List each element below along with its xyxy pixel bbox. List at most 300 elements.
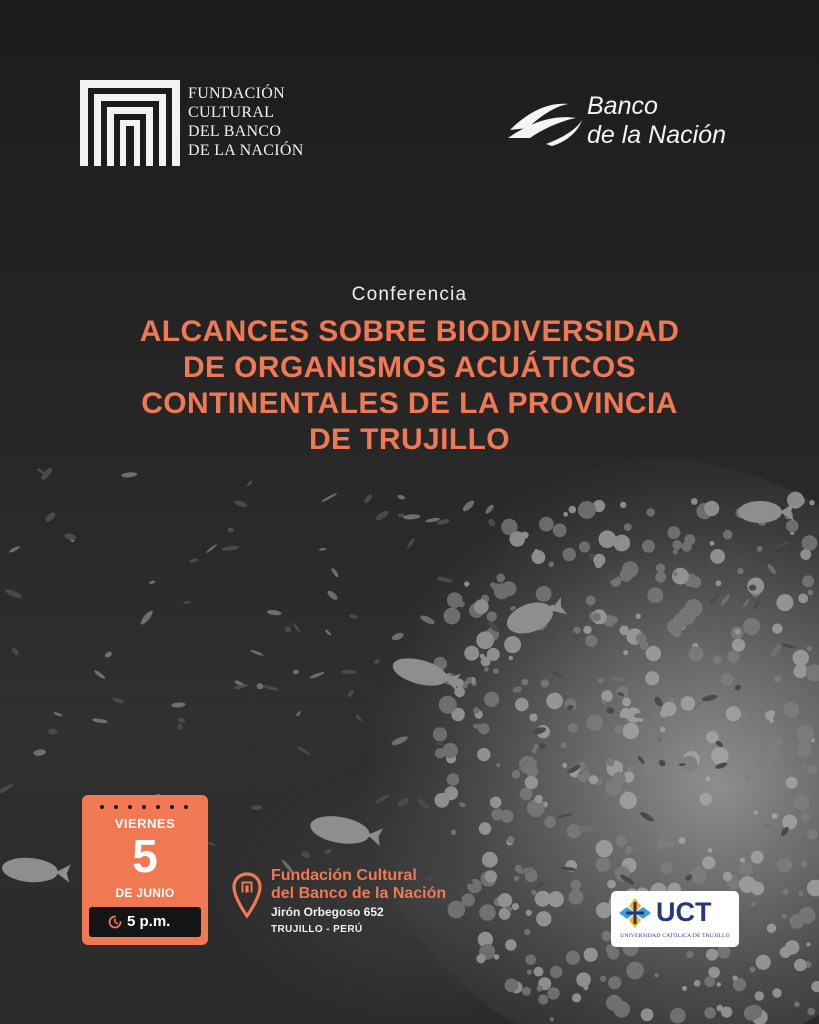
coral-polyp [487,648,500,661]
coral-polyp [485,870,497,882]
coral-polyp [620,792,637,809]
coral-polyp [751,902,756,907]
coral-polyp [536,586,552,602]
coral-polyp [490,582,496,588]
coral-polyp [709,829,717,837]
coral-polyp [567,824,581,838]
coral-polyp [608,976,621,989]
event-title-line: CONTINENTALES DE LA PROVINCIA [141,387,678,420]
coral-polyp [673,572,677,576]
bank-logo-icon [506,94,584,148]
coral-polyp [777,793,782,798]
coral-polyp [550,1017,554,1021]
coral-polyp [524,929,530,935]
coral-polyp [544,816,556,828]
coral-polyp [717,945,730,958]
coral-polyp [607,880,616,889]
coral-polyp [477,748,490,761]
coral-polyp [534,744,539,749]
foundation-logo-icon [80,80,180,166]
coral-polyp [527,970,532,975]
clock-icon [108,915,122,929]
coral-polyp [636,614,641,619]
event-title-line: DE TRUJILLO [308,423,511,456]
small-fish [588,553,594,559]
small-fish [222,545,240,551]
coral-polyp [673,549,678,554]
small-fish [406,537,416,549]
coral-polyp [723,872,732,881]
small-fish [112,697,125,705]
bank-logo-text [587,92,767,150]
small-fish [176,722,184,730]
coral-polyp [596,857,611,872]
coral-polyp [490,797,502,809]
small-fish [397,494,406,500]
coral-polyp [534,795,542,803]
small-fish [48,729,58,735]
coral-polyp [599,530,617,548]
coral-polyp [802,575,814,587]
coral-polyp [739,876,756,893]
coral-polyp [691,498,698,505]
coral-polyp [548,891,564,907]
coral-polyp [786,777,798,789]
coral-polyp [751,851,764,864]
coral-polyp [512,903,519,910]
foundation-logo-text [188,84,328,160]
coral-polyp [767,924,776,933]
coral-polyp [531,890,536,895]
event-title [60,314,759,458]
small-fish [206,544,218,554]
small-fish [250,649,264,657]
coral-polyp [487,611,497,621]
coral-polyp [447,773,460,786]
coral-polyp [562,763,567,768]
coral-polyp [584,948,598,962]
coral-polyp [726,706,741,721]
small-fish [324,629,331,636]
coral-polyp [745,775,751,781]
coral-polyp [794,795,810,811]
coral-polyp [772,988,781,997]
coral-polyp [643,761,658,776]
coral-polyp [601,532,606,537]
small-fish [256,682,264,690]
coral-polyp [716,580,722,586]
coral-polyp [627,765,633,771]
coral-polyp [451,830,457,836]
coral-polyp [764,792,772,800]
coral-polyp [625,846,633,854]
foundation-logo-line: FUNDACIÓN [188,85,285,102]
coral-polyp [600,976,606,982]
small-fish [374,509,390,522]
coral-polyp [700,793,712,805]
coral-polyp [679,837,686,844]
coral-polyp [549,562,555,568]
coral-polyp [790,914,805,929]
coral-polyp [690,867,707,884]
coral-polyp [586,596,596,606]
coral-polyp [601,903,607,909]
coral-polyp [589,775,598,784]
coral-polyp [774,737,783,746]
coral-polyp [444,608,461,625]
foundation-logo-line: DEL BANCO [188,123,282,140]
coral-polyp [595,560,603,568]
small-fish [292,669,299,675]
coral-polyp [642,540,655,553]
small-fish [189,558,199,564]
coral-polyp [794,664,808,678]
coral-polyp [657,838,668,849]
coral-polyp [611,616,618,623]
coral-polyp [484,692,499,707]
coral-polyp [772,813,778,819]
calendar-rings-icon [99,804,191,810]
coral-polyp [602,700,606,704]
coral-polyp [801,861,808,868]
date-card [82,795,208,945]
coral-polyp [505,978,519,992]
small-fish [321,492,338,503]
coral-polyp [769,710,775,716]
coral-polyp [756,955,771,970]
small-fish [11,647,20,657]
small-fish [292,622,301,633]
small-fish [33,749,46,757]
small-fish [44,511,57,524]
coral-polyp [447,592,463,608]
small-fish [355,714,363,723]
small-fish [149,580,156,584]
small-fish [363,493,374,504]
small-fish [461,499,475,513]
coral-polyp [439,696,457,714]
venue-name-line: del Banco de la Nación [271,885,447,902]
coral-polyp [623,723,639,739]
coral-polyp [526,910,532,916]
coral-polyp [713,655,722,664]
bank-logo-line: Banco [587,92,658,120]
small-fish [267,609,282,616]
coral-polyp [802,535,818,551]
coral-polyp [742,712,747,717]
coral-polyp [534,967,544,977]
coral-polyp [537,985,543,991]
coral-polyp [464,646,479,661]
coral-polyp [668,841,674,847]
coral-polyp [541,679,549,687]
coral-polyp [780,946,792,958]
coral-polyp [464,581,469,586]
coral-polyp [739,862,752,875]
coral-polyp [443,743,458,758]
coral-polyp [737,568,743,574]
coral-polyp [794,1002,800,1008]
coral-polyp [782,815,797,830]
date-day: 5 [132,830,158,882]
coral-polyp [721,1007,732,1018]
small-fish [296,745,311,755]
coral-polyp [529,713,537,721]
coral-polyp [656,564,665,573]
coral-polyp [566,951,580,965]
coral-polyp [534,549,539,554]
small-fish [326,589,339,601]
coral-polyp [521,679,528,686]
coral-polyp [583,626,591,634]
coral-polyp [553,523,567,537]
coral-polyp [507,836,514,843]
coral-polyp [504,636,521,653]
coral-polyp [620,502,626,508]
coral-polyp [807,1008,815,1016]
coral-polyp [735,629,741,635]
date-weekday: VIERNES [114,816,176,831]
coral-polyp [744,814,756,826]
coral-polyp [572,993,581,1002]
small-fish [104,650,113,658]
coral-polyp [673,614,688,629]
coral-polyp [496,763,500,767]
coral-polyp [755,991,765,1001]
bank-logo-line: de la Nación [587,121,726,149]
coral-polyp [646,508,655,517]
coral-polyp [757,546,763,552]
coral-polyp [793,650,809,666]
coral-polyp [809,500,814,505]
coral-polyp [807,646,813,652]
event-time: 5 p.m. [127,913,171,930]
small-fish [183,601,191,604]
coral-polyp [655,973,659,977]
coral-polyp [539,517,554,532]
coral-polyp [476,954,485,963]
coral-polyp [706,949,718,961]
large-fish [1,856,71,886]
coral-polyp [711,747,728,764]
event-title-line: DE ORGANISMOS ACUÁTICOS [182,351,637,384]
coral-polyp [601,690,613,702]
coral-polyp [704,1007,716,1019]
coral-polyp [797,725,815,743]
coral-polyp [772,624,782,634]
coral-polyp [484,667,489,672]
coral-polyp [801,813,810,822]
coral-polyp [624,523,632,531]
small-fish [92,718,108,724]
coral-polyp [783,889,789,895]
coral-polyp [576,972,591,987]
coral-polyp [532,749,537,754]
coral-polyp [520,788,533,801]
coral-polyp [710,549,725,564]
small-fish [171,702,186,708]
coral-polyp [512,770,520,778]
coral-polyp [501,810,514,823]
small-fish [251,805,263,810]
coral-polyp [669,697,674,702]
coral-polyp [766,745,778,757]
coral-polyp [732,639,745,652]
coral-polyp [496,574,505,583]
coral-polyp [613,1001,630,1018]
coral-polyp [672,540,682,550]
coral-polyp [514,876,519,881]
small-fish [319,548,327,551]
coral-polyp [733,976,738,981]
coral-polyp [758,755,773,770]
coral-polyp [754,810,758,814]
venue-name-line: Fundación Cultural [271,867,417,884]
coral-polyp [689,646,704,661]
coral-polyp [727,650,739,662]
small-fish [347,689,355,698]
small-fish [246,480,253,488]
location-pin-icon [231,872,263,920]
coral-polyp [473,707,479,713]
small-fish [324,848,333,855]
small-fish [284,626,292,634]
coral-polyp [660,862,672,874]
coral-polyp [743,618,760,635]
coral-polyp [508,907,513,912]
coral-polyp [800,549,811,560]
coral-polyp [623,650,628,655]
coral-polyp [681,696,696,711]
coral-polyp [646,646,661,661]
small-fish [0,782,14,794]
coral-polyp [702,856,715,869]
coral-polyp [796,742,811,757]
small-fish [121,472,137,478]
coral-polyp [547,987,559,999]
venue-city: TRUJILLO - PERÚ [271,924,363,935]
coral-polyp [620,708,631,719]
foundation-logo-line: CULTURAL [188,104,275,121]
uct-emblem-icon [617,896,653,930]
coral-polyp [626,962,644,980]
coral-polyp [784,702,800,718]
coral-polyp [612,772,625,785]
coral-polyp [509,656,513,660]
coral-polyp [777,857,792,872]
coral-polyp [614,725,623,734]
partner-acronym: UCT [656,897,712,927]
partner-full-name: UNIVERSIDAD CATÓLICA DE TRUJILLO [620,933,730,939]
coral-polyp [538,994,548,1004]
coral-polyp [571,880,582,891]
coral-polyp [476,631,494,649]
coral-polyp [660,727,665,732]
venue-address: Jirón Orbegoso 652 [271,905,384,919]
coral-polyp [668,526,681,539]
small-fish [262,684,280,692]
coral-polyp [708,848,713,853]
coral-polyp [808,765,817,774]
coral-polyp [462,893,475,906]
coral-polyp [433,727,447,741]
coral-polyp [613,535,630,552]
coral-polyp [645,671,659,685]
coral-polyp [494,954,500,960]
small-fish [177,717,185,723]
small-fish [8,545,20,553]
coral-polyp [694,980,701,987]
coral-polyp [717,982,721,986]
small-fish [64,532,77,541]
coral-polyp [606,758,614,766]
small-fish [227,527,234,533]
coral-polyp [562,548,576,562]
coral-polyp [515,698,529,712]
coral-polyp [705,776,710,781]
coral-polyp [774,675,781,682]
coral-polyp [802,765,806,769]
coral-polyp [521,532,528,539]
coral-polyp [670,1008,686,1024]
coral-polyp [596,840,613,857]
coral-polyp [569,890,584,905]
coral-polyp [786,520,799,533]
coral-polyp [636,633,647,644]
small-fish [341,670,357,675]
coral-polyp [721,673,734,686]
coral-polyp [807,829,818,840]
small-fish [53,711,63,717]
foundation-logo-line: DE LA NACIÓN [188,142,304,159]
event-type-label: Conferencia [351,284,468,305]
coral-polyp [620,569,633,582]
coral-polyp [682,986,687,991]
time-box [89,907,201,937]
small-fish [234,499,249,508]
coral-polyp [583,985,588,990]
event-title-line: ALCANCES SOBRE BIODIVERSIDAD [139,315,680,348]
coral-polyp [769,719,773,723]
small-fish [309,671,325,680]
coral-polyp [647,587,663,603]
coral-polyp [622,697,631,706]
coral-polyp [550,966,562,978]
coral-polyp [794,959,807,972]
coral-polyp [579,541,590,552]
coral-polyp [723,530,733,540]
coral-polyp [641,1008,654,1021]
coral-polyp [494,583,510,599]
small-fish [39,466,53,482]
coral-polyp [776,594,793,611]
coral-polyp [679,817,695,833]
coral-polyp [807,669,812,674]
coral-polyp [587,714,603,730]
coral-polyp [498,893,513,908]
coral-polyp [505,939,516,950]
coral-polyp [681,542,691,552]
coral-polyp [806,942,810,946]
coral-polyp [710,541,715,546]
date-month: DE JUNIO [115,886,175,900]
coral-polyp [616,836,627,847]
coral-polyp [482,852,498,868]
coral-polyp [569,506,577,514]
coral-polyp [707,723,715,731]
coral-polyp [612,948,617,953]
coral-polyp [493,668,499,674]
